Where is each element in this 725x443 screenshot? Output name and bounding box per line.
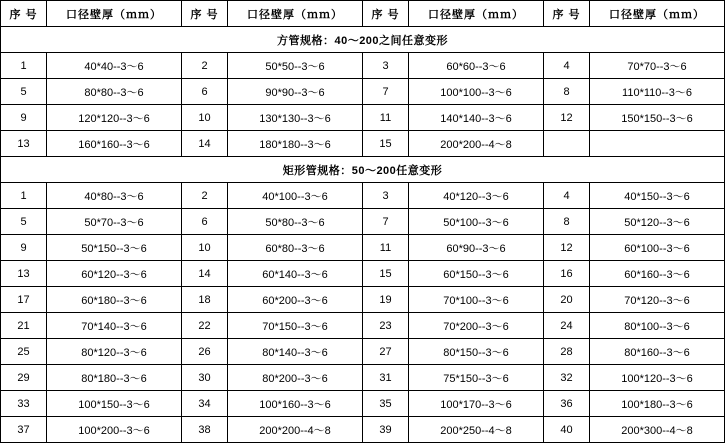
cell-index: 14 [182, 131, 228, 157]
cell-index: 5 [1, 209, 47, 235]
cell-index: 7 [363, 79, 409, 105]
cell-size: 50*120--3～6 [590, 209, 725, 235]
cell-size: 70*120--3～6 [590, 287, 725, 313]
cell-size: 70*70--3～6 [590, 53, 725, 79]
cell-size: 40*80--3～6 [47, 183, 182, 209]
cell-index: 40 [544, 417, 590, 443]
cell-size: 80*80--3～6 [47, 79, 182, 105]
cell-index: 14 [182, 261, 228, 287]
table-body [1, 1, 725, 443]
section-title: 方管规格：40～200之间任意变形 [1, 27, 725, 53]
cell-index [544, 131, 590, 157]
cell-index: 2 [182, 53, 228, 79]
cell-index: 32 [544, 365, 590, 391]
cell-size: 100*120--3～6 [590, 365, 725, 391]
cell-index: 1 [1, 53, 47, 79]
cell-index: 21 [1, 313, 47, 339]
cell-size: 50*70--3～6 [47, 209, 182, 235]
cell-index: 31 [363, 365, 409, 391]
cell-index: 10 [182, 105, 228, 131]
cell-index: 26 [182, 339, 228, 365]
cell-size: 80*180--3～6 [47, 365, 182, 391]
cell-size: 80*150--3～6 [409, 339, 544, 365]
cell-size: 180*180--3～6 [228, 131, 363, 157]
cell-size: 80*160--3～6 [590, 339, 725, 365]
cell-index: 34 [182, 391, 228, 417]
cell-size: 100*180--3～6 [590, 391, 725, 417]
cell-index: 33 [1, 391, 47, 417]
section-title-row [1, 157, 725, 183]
cell-size: 100*150--3～6 [47, 391, 182, 417]
column-header: 口径壁厚（ｍｍ） [47, 1, 182, 27]
cell-index: 5 [1, 79, 47, 105]
cell-size: 90*90--3～6 [228, 79, 363, 105]
cell-size: 40*100--3～6 [228, 183, 363, 209]
cell-size: 200*250--4～8 [409, 417, 544, 443]
cell-size: 60*120--3～6 [47, 261, 182, 287]
cell-index: 30 [182, 365, 228, 391]
cell-index: 36 [544, 391, 590, 417]
cell-index: 35 [363, 391, 409, 417]
column-header: 口径壁厚（ｍｍ） [590, 1, 725, 27]
cell-size: 80*200--3～6 [228, 365, 363, 391]
table-row [1, 313, 725, 339]
cell-size: 80*100--3～6 [590, 313, 725, 339]
cell-size: 120*120--3～6 [47, 105, 182, 131]
cell-index: 1 [1, 183, 47, 209]
table-row [1, 53, 725, 79]
cell-size: 200*300--4～8 [590, 417, 725, 443]
cell-index: 3 [363, 53, 409, 79]
cell-size: 200*200--4～8 [228, 417, 363, 443]
cell-index: 28 [544, 339, 590, 365]
cell-size: 60*60--3～6 [409, 53, 544, 79]
cell-size: 100*170--3～6 [409, 391, 544, 417]
cell-size: 60*160--3～6 [590, 261, 725, 287]
cell-size: 130*130--3～6 [228, 105, 363, 131]
cell-size: 40*150--3～6 [590, 183, 725, 209]
cell-index: 16 [544, 261, 590, 287]
cell-index: 11 [363, 105, 409, 131]
cell-index: 4 [544, 183, 590, 209]
cell-size: 40*120--3～6 [409, 183, 544, 209]
table-row [1, 79, 725, 105]
column-header: 序 号 [1, 1, 47, 27]
cell-index: 12 [544, 105, 590, 131]
cell-index: 23 [363, 313, 409, 339]
cell-size: 100*160--3～6 [228, 391, 363, 417]
cell-index: 8 [544, 209, 590, 235]
cell-index: 15 [363, 261, 409, 287]
cell-size: 60*140--3～6 [228, 261, 363, 287]
cell-index: 24 [544, 313, 590, 339]
table-row [1, 391, 725, 417]
cell-index: 12 [544, 235, 590, 261]
cell-index: 10 [182, 235, 228, 261]
cell-index: 2 [182, 183, 228, 209]
cell-size: 60*100--3～6 [590, 235, 725, 261]
cell-index: 39 [363, 417, 409, 443]
column-header: 口径壁厚（ｍｍ） [228, 1, 363, 27]
cell-size: 50*100--3～6 [409, 209, 544, 235]
table-row [1, 235, 725, 261]
cell-size: 80*120--3～6 [47, 339, 182, 365]
column-header: 序 号 [182, 1, 228, 27]
table-row [1, 131, 725, 157]
cell-index: 29 [1, 365, 47, 391]
cell-index: 22 [182, 313, 228, 339]
cell-size: 70*140--3～6 [47, 313, 182, 339]
column-header: 序 号 [544, 1, 590, 27]
cell-size: 60*80--3～6 [228, 235, 363, 261]
column-header: 口径壁厚（ｍｍ） [409, 1, 544, 27]
table-row [1, 365, 725, 391]
cell-index: 27 [363, 339, 409, 365]
cell-size: 60*150--3～6 [409, 261, 544, 287]
cell-index: 15 [363, 131, 409, 157]
cell-size: 50*150--3～6 [47, 235, 182, 261]
cell-index: 17 [1, 287, 47, 313]
cell-index: 4 [544, 53, 590, 79]
cell-size: 110*110--3～6 [590, 79, 725, 105]
cell-size: 60*180--3～6 [47, 287, 182, 313]
section-title-row [1, 27, 725, 53]
cell-index: 18 [182, 287, 228, 313]
table-row [1, 417, 725, 443]
table-row [1, 287, 725, 313]
cell-index: 13 [1, 261, 47, 287]
cell-index: 20 [544, 287, 590, 313]
cell-index: 25 [1, 339, 47, 365]
cell-size: 100*200--3～6 [47, 417, 182, 443]
cell-index: 6 [182, 209, 228, 235]
cell-index: 7 [363, 209, 409, 235]
column-header: 序 号 [363, 1, 409, 27]
section-title: 矩形管规格：50～200任意变形 [1, 157, 725, 183]
cell-size: 160*160--3～6 [47, 131, 182, 157]
cell-index: 6 [182, 79, 228, 105]
cell-size: 50*50--3～6 [228, 53, 363, 79]
cell-size: 200*200--4～8 [409, 131, 544, 157]
table-row [1, 183, 725, 209]
cell-size: 100*100--3～6 [409, 79, 544, 105]
cell-size [590, 131, 725, 157]
cell-size: 70*150--3～6 [228, 313, 363, 339]
cell-index: 8 [544, 79, 590, 105]
cell-size: 50*80--3～6 [228, 209, 363, 235]
table-row [1, 209, 725, 235]
cell-size: 75*150--3～6 [409, 365, 544, 391]
cell-index: 11 [363, 235, 409, 261]
cell-size: 80*140--3～6 [228, 339, 363, 365]
cell-index: 13 [1, 131, 47, 157]
cell-index: 37 [1, 417, 47, 443]
cell-size: 150*150--3～6 [590, 105, 725, 131]
table-row [1, 261, 725, 287]
cell-index: 9 [1, 235, 47, 261]
cell-size: 60*90--3～6 [409, 235, 544, 261]
cell-size: 140*140--3～6 [409, 105, 544, 131]
cell-size: 60*200--3～6 [228, 287, 363, 313]
cell-size: 70*100--3～6 [409, 287, 544, 313]
cell-index: 19 [363, 287, 409, 313]
cell-size: 70*200--3～6 [409, 313, 544, 339]
table-row [1, 339, 725, 365]
cell-index: 9 [1, 105, 47, 131]
cell-index: 38 [182, 417, 228, 443]
cell-size: 40*40--3～6 [47, 53, 182, 79]
cell-index: 3 [363, 183, 409, 209]
table-header-row [1, 1, 725, 27]
table-row [1, 105, 725, 131]
